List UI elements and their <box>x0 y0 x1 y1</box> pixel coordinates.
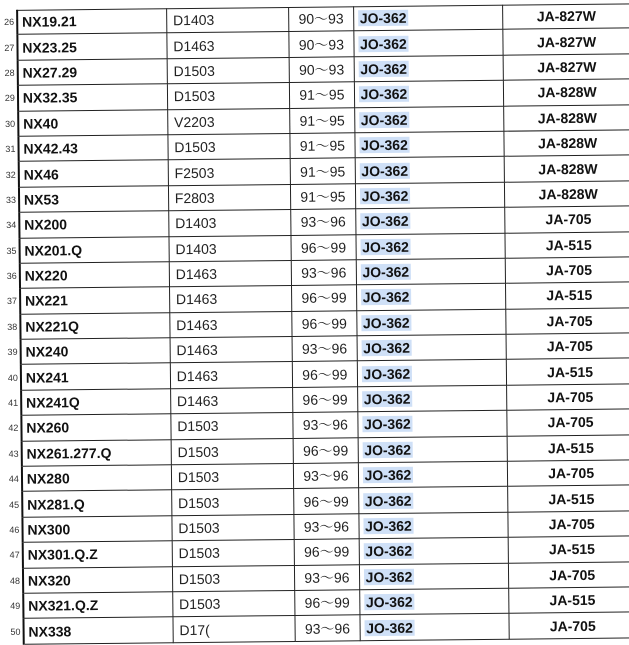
year-range-cell: 93～96 <box>293 412 358 438</box>
ja-part-cell: JA-828W <box>505 181 629 208</box>
ja-part-cell: JA-515 <box>508 536 629 563</box>
row-number: 41 <box>4 390 21 416</box>
ja-part-cell: JA-515 <box>507 435 629 462</box>
jo-part-cell <box>358 436 508 463</box>
engine-cell: D1503 <box>173 590 296 617</box>
ja-part-cell: JA-828W <box>504 79 629 106</box>
engine-cell: F2803 <box>168 184 291 211</box>
row-number: 46 <box>5 517 22 543</box>
model-cell: NX32.35 <box>18 84 168 111</box>
ja-part-cell: JA-705 <box>507 384 629 411</box>
engine-cell: D1503 <box>172 540 295 567</box>
engine-cell: D1503 <box>171 489 294 516</box>
jo-part-highlight: JO-362 <box>360 111 408 128</box>
year-range-cell: 96～99 <box>293 361 358 387</box>
jo-part-cell <box>354 55 504 82</box>
model-cell: NX19.21 <box>17 8 167 34</box>
ja-part-cell: JA-515 <box>509 587 629 614</box>
jo-part-cell <box>353 5 503 31</box>
jo-part-highlight: JO-362 <box>362 238 409 255</box>
model-cell: NX281.Q <box>22 490 172 517</box>
model-cell: NX260 <box>21 414 171 441</box>
model-cell: NX301.Q.Z <box>23 541 173 568</box>
jo-part-cell <box>358 512 508 539</box>
year-range-cell: 96～99 <box>294 539 359 565</box>
jo-part-cell <box>357 334 507 361</box>
engine-cell: D1463 <box>167 32 290 59</box>
jo-part-highlight: JO-362 <box>360 86 408 103</box>
jo-part-highlight: JO-362 <box>363 339 411 357</box>
engine-cell: F2503 <box>168 159 291 186</box>
engine-cell: D1463 <box>169 260 292 287</box>
engine-cell: D1503 <box>172 565 295 592</box>
jo-part-highlight: JO-362 <box>360 60 408 78</box>
ja-part-cell: JA-827W <box>503 28 629 55</box>
ja-part-cell: JA-827W <box>503 3 629 29</box>
row-number: 34 <box>2 212 19 238</box>
row-number: 47 <box>6 542 23 568</box>
year-range-cell: 91～95 <box>290 158 355 184</box>
model-cell: NX200 <box>19 211 169 238</box>
model-cell: NX220 <box>20 262 170 289</box>
row-number: 26 <box>0 10 17 35</box>
year-range-cell: 96～99 <box>292 310 357 336</box>
model-cell: NX46 <box>19 160 169 187</box>
model-cell: NX241Q <box>21 389 171 416</box>
jo-part-highlight: JO-362 <box>364 466 412 484</box>
ja-part-cell: JA-705 <box>509 561 629 588</box>
model-cell: NX280 <box>22 465 172 492</box>
jo-part-cell <box>359 563 509 590</box>
jo-part-highlight: JO-362 <box>365 568 413 585</box>
row-number: 31 <box>1 136 18 162</box>
engine-cell: D1503 <box>167 83 290 110</box>
row-number: 42 <box>4 416 21 442</box>
row-number: 50 <box>6 619 23 645</box>
row-number: 44 <box>5 466 22 492</box>
model-cell: NX300 <box>22 516 172 543</box>
year-range-cell: 91～95 <box>290 107 355 133</box>
year-range-cell: 91～95 <box>291 184 356 210</box>
model-cell: NX23.25 <box>17 33 167 60</box>
jo-part-cell <box>357 385 507 412</box>
jo-part-highlight: JO-362 <box>359 9 407 27</box>
row-number: 32 <box>2 162 19 188</box>
table-body <box>0 3 629 644</box>
engine-cell: V2203 <box>167 108 290 135</box>
jo-part-cell <box>358 487 508 514</box>
jo-part-cell <box>354 131 504 158</box>
model-cell: NX241 <box>21 363 171 390</box>
row-number: 27 <box>0 35 17 61</box>
jo-part-highlight: JO-362 <box>359 35 407 52</box>
ja-part-cell: JA-515 <box>506 282 629 309</box>
ja-part-cell: JA-515 <box>507 358 629 385</box>
jo-part-cell <box>355 207 505 234</box>
year-range-cell: 91～95 <box>290 133 355 159</box>
jo-part-highlight: JO-362 <box>361 187 409 205</box>
year-range-cell: 96～99 <box>293 387 358 413</box>
year-range-cell: 93～96 <box>291 209 356 235</box>
jo-part-highlight: JO-362 <box>362 289 410 306</box>
ja-part-cell: JA-705 <box>506 257 629 284</box>
model-cell: NX221 <box>20 287 170 314</box>
jo-part-cell <box>357 410 507 437</box>
engine-cell: D1403 <box>166 7 289 33</box>
jo-part-cell <box>355 182 505 209</box>
model-cell: NX320 <box>23 566 173 593</box>
jo-part-cell <box>354 106 504 133</box>
year-range-cell: 93～96 <box>295 615 360 641</box>
engine-cell: D1463 <box>170 362 293 389</box>
jo-part-highlight: JO-362 <box>365 543 413 560</box>
year-range-cell: 96～99 <box>293 437 358 463</box>
row-number: 37 <box>3 289 20 315</box>
year-range-cell: 93～96 <box>292 336 357 362</box>
ja-part-cell: JA-705 <box>508 511 629 538</box>
year-range-cell: 93～96 <box>295 564 360 590</box>
ja-part-cell: JA-515 <box>508 485 629 512</box>
row-number: 45 <box>5 492 22 518</box>
engine-cell: D1503 <box>171 438 294 465</box>
year-range-cell: 96～99 <box>292 285 357 311</box>
row-number: 30 <box>1 111 18 137</box>
jo-part-highlight: JO-362 <box>363 416 411 433</box>
ja-part-cell: JA-828W <box>504 104 629 131</box>
jo-part-highlight: JO-362 <box>363 390 411 408</box>
row-number: 38 <box>3 314 20 340</box>
row-number: 40 <box>4 365 21 391</box>
engine-cell: D1463 <box>170 311 293 338</box>
row-number: 43 <box>5 441 22 467</box>
year-range-cell: 90～93 <box>289 31 354 57</box>
jo-part-highlight: JO-362 <box>364 441 412 459</box>
model-cell: NX201.Q <box>19 236 169 263</box>
ja-part-cell: JA-705 <box>508 460 629 487</box>
model-cell: NX27.29 <box>17 59 167 86</box>
jo-part-cell <box>359 588 509 615</box>
engine-cell: D17( <box>173 616 296 643</box>
row-number: 39 <box>4 339 21 365</box>
row-number: 49 <box>6 593 23 619</box>
model-cell: NX261.277.Q <box>21 439 171 466</box>
model-cell: NX42.43 <box>18 135 168 162</box>
jo-part-highlight: JO-362 <box>365 517 412 535</box>
engine-cell: D1463 <box>169 286 292 313</box>
engine-cell: D1403 <box>169 235 292 262</box>
year-range-cell: 96～99 <box>291 234 356 260</box>
jo-part-highlight: JO-362 <box>363 365 411 382</box>
ja-part-cell: JA-827W <box>503 54 629 81</box>
jo-part-cell <box>353 30 503 57</box>
engine-cell: D1463 <box>170 387 293 414</box>
ja-part-cell: JA-828W <box>504 155 629 182</box>
jo-part-cell <box>357 360 507 387</box>
year-range-cell: 90～93 <box>289 6 354 32</box>
model-cell: NX221Q <box>20 312 170 339</box>
jo-part-cell <box>358 461 508 488</box>
year-range-cell: 93～96 <box>294 463 359 489</box>
model-cell: NX40 <box>18 109 168 136</box>
jo-part-highlight: JO-362 <box>365 593 413 611</box>
jo-part-highlight: JO-362 <box>364 492 412 509</box>
engine-cell: D1403 <box>169 210 292 237</box>
jo-part-highlight: JO-362 <box>362 314 410 332</box>
year-range-cell: 90～93 <box>289 57 354 83</box>
model-cell: NX321.Q.Z <box>23 592 173 619</box>
engine-cell: D1503 <box>168 133 291 160</box>
model-cell: NX338 <box>23 617 173 644</box>
jo-part-highlight: JO-362 <box>366 619 413 636</box>
parts-table <box>0 3 629 644</box>
table-row <box>6 612 629 644</box>
row-number: 48 <box>6 568 23 594</box>
engine-cell: D1503 <box>167 57 290 84</box>
year-range-cell: 93～96 <box>291 260 356 286</box>
year-range-cell: 93～96 <box>294 514 359 540</box>
row-number: 29 <box>1 85 18 111</box>
ja-part-cell: JA-705 <box>507 409 629 436</box>
engine-cell: D1503 <box>171 413 294 440</box>
row-number: 36 <box>3 263 20 289</box>
row-number: 35 <box>2 238 19 264</box>
jo-part-cell <box>356 233 506 260</box>
engine-cell: D1463 <box>170 337 293 364</box>
jo-part-cell <box>355 157 505 184</box>
model-cell: NX53 <box>19 185 169 212</box>
jo-part-cell <box>356 284 506 311</box>
ja-part-cell: JA-828W <box>504 130 629 157</box>
jo-part-cell <box>354 80 504 107</box>
ja-part-cell: JA-705 <box>506 308 629 335</box>
jo-part-cell <box>356 258 506 285</box>
ja-part-cell: JA-705 <box>509 612 629 639</box>
jo-part-cell <box>356 309 506 336</box>
model-cell: NX240 <box>20 338 170 365</box>
ja-part-cell: JA-705 <box>505 206 629 233</box>
engine-cell: D1503 <box>172 514 295 541</box>
year-range-cell: 96～99 <box>294 488 359 514</box>
engine-cell: D1503 <box>171 463 294 490</box>
jo-part-highlight: JO-362 <box>361 136 408 154</box>
jo-part-cell <box>359 537 509 564</box>
ja-part-cell: JA-705 <box>506 333 629 360</box>
year-range-cell: 96～99 <box>295 590 360 616</box>
row-number: 33 <box>2 187 19 213</box>
jo-part-cell <box>360 614 510 641</box>
ja-part-cell: JA-515 <box>505 231 629 258</box>
year-range-cell: 91～95 <box>290 82 355 108</box>
jo-part-highlight: JO-362 <box>361 213 409 230</box>
row-number: 28 <box>1 60 18 86</box>
jo-part-highlight: JO-362 <box>362 263 410 281</box>
jo-part-highlight: JO-362 <box>361 162 409 179</box>
